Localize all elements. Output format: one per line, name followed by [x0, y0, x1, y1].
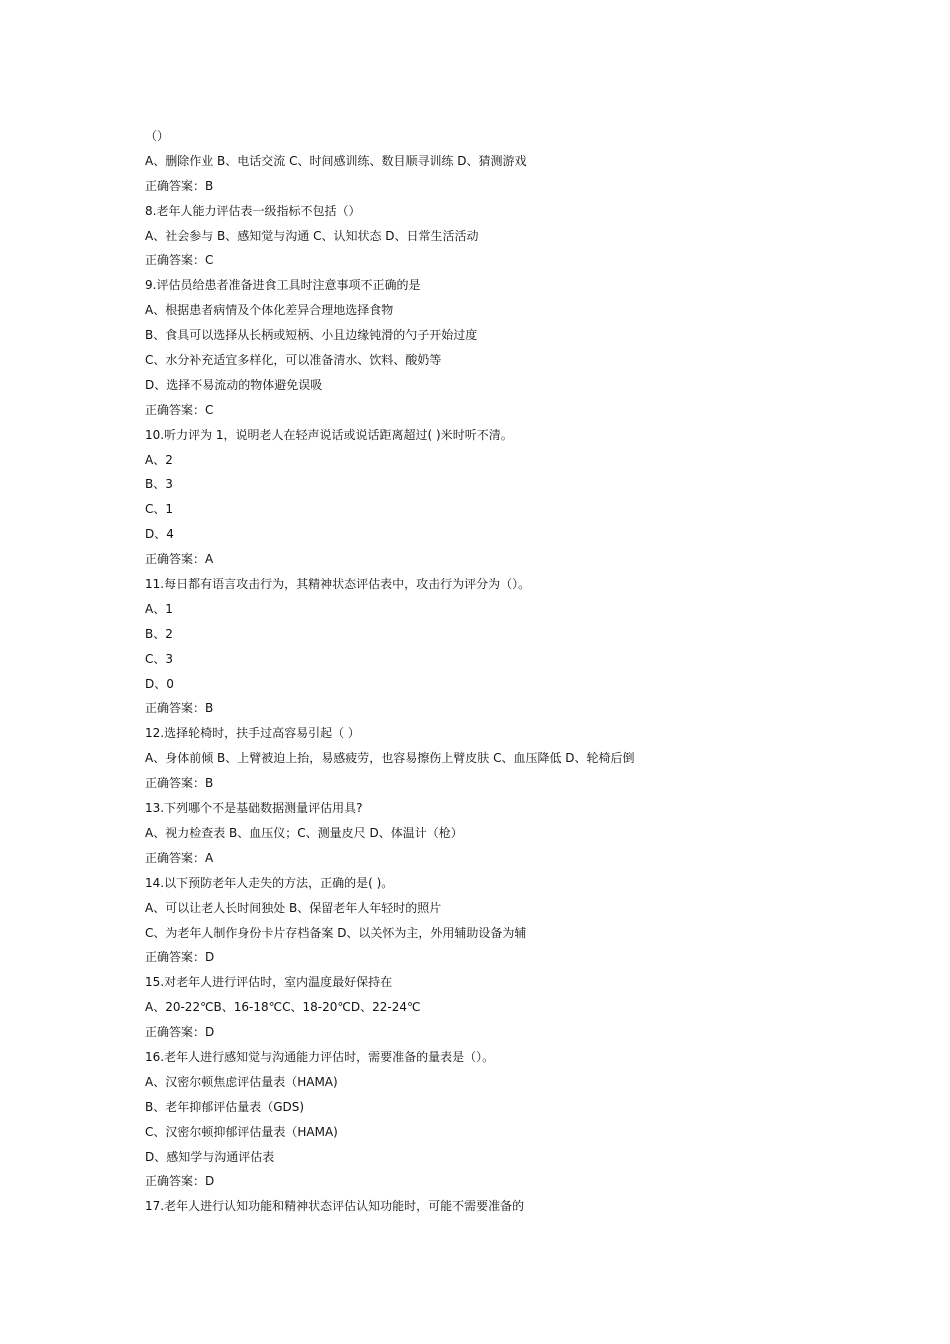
- question-stem: 13.下列哪个不是基础数据测量评估用具?: [145, 801, 363, 816]
- question-stem: 12.选择轮椅时，扶手过高容易引起（ ）: [145, 726, 360, 741]
- question-stem: 10.听力评为 1，说明老人在轻声说话或说话距离超过( )米时听不清。: [145, 427, 513, 442]
- question-stem: 17.老年人进行认知功能和精神状态评估认知功能时，可能不需要准备的: [145, 1199, 525, 1214]
- answer-line: 正确答案：B: [145, 178, 214, 193]
- option-line: C、水分补充适宜多样化，可以准备清水、饮料、酸奶等: [145, 353, 442, 368]
- answer-line: 正确答案：B: [145, 701, 214, 716]
- option-line: A、20-22℃B、16-18℃C、18-20℃D、22-24℃: [145, 1000, 421, 1015]
- question-stem: 16.老年人进行感知觉与沟通能力评估时，需要准备的量表是（）。: [145, 1049, 495, 1064]
- option-line: D、4: [145, 527, 174, 542]
- option-line: B、3: [145, 477, 173, 492]
- option-line: D、0: [145, 676, 174, 691]
- option-line: A、身体前倾 B、上臂被迫上抬，易感疲劳，也容易擦伤上臂皮肤 C、血压降低 D、轮椅后倒: [145, 751, 635, 766]
- question-stem: 11.每日都有语言攻击行为，其精神状态评估表中，攻击行为评分为（）。: [145, 577, 531, 592]
- option-line: A、可以让老人长时间独处 B、保留老年人年轻时的照片: [145, 900, 442, 915]
- answer-line: 正确答案：D: [145, 1174, 215, 1189]
- option-line: A、删除作业 B、电话交流 C、时间感训练、数目顺寻训练 D、猜测游戏: [145, 153, 527, 168]
- answer-line: 正确答案：A: [145, 850, 214, 865]
- option-line: A、视力检查表 B、血压仪；C、测量皮尺 D、体温计（枪）: [145, 825, 463, 840]
- option-line: B、食具可以选择从长柄或短柄、小且边缘钝滑的勺子开始过度: [145, 328, 478, 343]
- answer-line: 正确答案：C: [145, 253, 214, 268]
- option-line: C、汉密尔顿抑郁评估量表（HAMA): [145, 1124, 338, 1139]
- answer-line: 正确答案：A: [145, 552, 214, 567]
- option-line: B、老年抑郁评估量表（GDS): [145, 1099, 305, 1114]
- option-line: B、2: [145, 626, 173, 641]
- answer-line: 正确答案：D: [145, 950, 215, 965]
- question-stem: 9.评估员给患者准备进食工具时注意事项不正确的是: [145, 278, 421, 293]
- option-line: D、选择不易流动的物体避免误吸: [145, 377, 323, 392]
- option-line: A、1: [145, 601, 173, 616]
- option-line: C、为老年人制作身份卡片存档备案 D、以关怀为主，外用辅助设备为辅: [145, 925, 527, 940]
- question-stem: 8.老年人能力评估表一级指标不包括（）: [145, 203, 361, 218]
- text-line: （）: [145, 129, 170, 143]
- option-line: A、社会参与 B、感知觉与沟通 C、认知状态 D、日常生活活动: [145, 228, 479, 243]
- question-stem: 14.以下预防老年人走失的方法，正确的是( )。: [145, 875, 394, 890]
- option-line: A、汉密尔顿焦虑评估量表（HAMA): [145, 1074, 338, 1089]
- question-stem: 15.对老年人进行评估时，室内温度最好保持在: [145, 975, 393, 990]
- option-line: D、感知学与沟通评估表: [145, 1149, 275, 1164]
- answer-line: 正确答案：B: [145, 776, 214, 791]
- answer-line: 正确答案：C: [145, 402, 214, 417]
- option-line: C、3: [145, 651, 174, 666]
- answer-line: 正确答案：D: [145, 1025, 215, 1040]
- option-line: C、1: [145, 502, 174, 517]
- option-line: A、根据患者病情及个体化差异合理地选择食物: [145, 303, 394, 318]
- document-body: [145, 124, 905, 1219]
- option-line: A、2: [145, 452, 173, 467]
